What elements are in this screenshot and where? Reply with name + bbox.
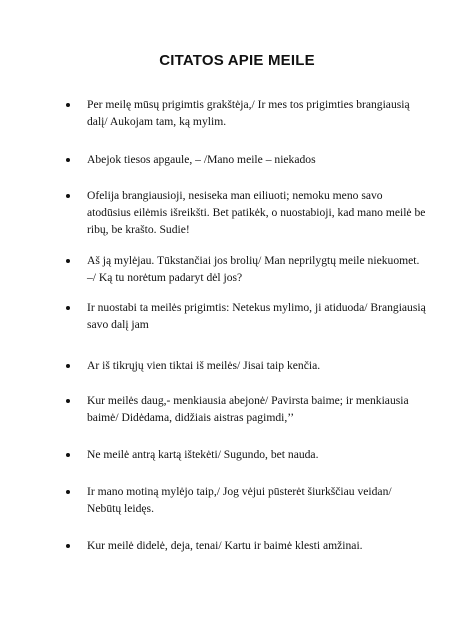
bullet-icon <box>66 364 70 368</box>
quote-text: Ir nuostabi ta meilės prigimtis: Netekus mylimo, ji atiduoda/ Brangiausią savo dalį jam <box>87 301 426 331</box>
quote-text: Abejok tiesos apgaule, – /Mano meile – niekados <box>87 153 316 166</box>
bullet-icon <box>66 103 70 107</box>
quote-text: Ar iš tikrųjų vien tiktai iš meilės/ Jisai taip kenčia. <box>87 359 321 372</box>
quote-text: Aš ją mylėjau. Tūkstančiai jos brolių/ Man neprilygtų meile niekuomet. –/ Ką tu norėtum padaryt dėl jos? <box>87 254 420 284</box>
quote-text: Kur meilė didelė, deja, tenai/ Kartu ir baimė klesti amžinai. <box>87 539 363 552</box>
quote-text: Ofelija brangiausioji, nesiseka man eiliuoti; nemoku meno savo atodūsius eilėmis išreikšti. Bet patikėk, o nuostabioji, kad mano meilė be ribų, be krašto. Sudie! <box>87 189 426 236</box>
bullet-icon <box>66 544 70 548</box>
list-item <box>66 537 426 554</box>
bullet-icon <box>66 158 70 162</box>
list-item <box>66 96 426 130</box>
bullet-icon <box>66 306 70 310</box>
list-item <box>66 446 426 463</box>
quote-text: Ir mano motiną mylėjo taip,/ Jog vėjui pūsterėt šiurkščiau veidan/ Nebūtų leidęs. <box>87 485 392 515</box>
page-title: CITATOS APIE MEILE <box>159 52 315 69</box>
list-item <box>66 252 426 286</box>
quote-text: Per meilę mūsų prigimtis grakštėja,/ Ir mes tos prigimties brangiausią dalį/ Aukojam tam, ką mylim. <box>87 98 410 128</box>
bullet-icon <box>66 194 70 198</box>
list-item <box>66 392 426 426</box>
list-item <box>66 187 426 238</box>
list-item <box>66 483 426 517</box>
bullet-icon <box>66 490 70 494</box>
quote-text: Ne meilė antrą kartą ištekėti/ Sugundo, bet nauda. <box>87 448 319 461</box>
list-item <box>66 357 426 374</box>
quote-text: Kur meilės daug,- menkiausia abejonė/ Pavirsta baime; ir menkiausia baimė/ Didėdama, didžiais aistras pagimdi,’’ <box>87 394 409 424</box>
bullet-icon <box>66 259 70 263</box>
bullet-icon <box>66 453 70 457</box>
list-item <box>66 151 426 168</box>
list-item <box>66 299 426 333</box>
bullet-icon <box>66 399 70 403</box>
